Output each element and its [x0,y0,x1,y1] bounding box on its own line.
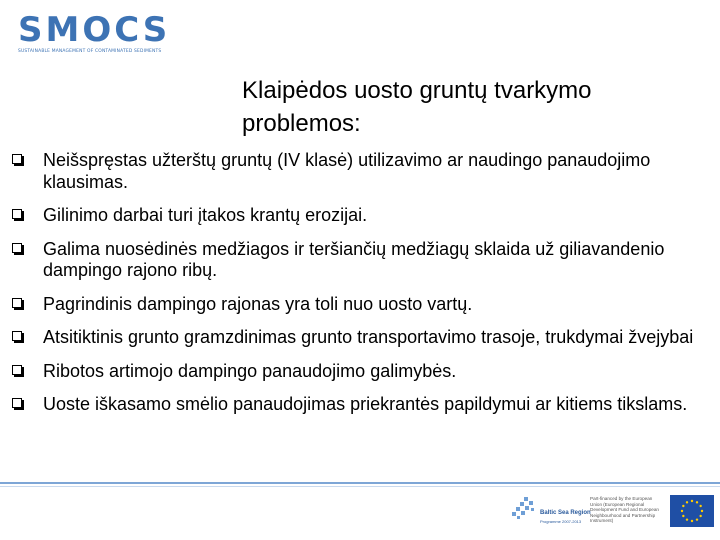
eu-star [696,518,698,520]
eu-star [696,501,698,503]
bullet-text: Uoste iškasamo smėlio panaudojimas priekrantės papildymui ar kitiems tikslams. [43,394,688,414]
bullet-item [12,394,702,416]
eu-star [681,510,683,512]
eu-star [686,518,688,520]
eu-star [699,515,701,517]
checkbox-bullet-icon [12,154,22,164]
logo-tagline: SUSTAINABLE MANAGEMENT OF CONTAMINATED SEDIMENTS [18,49,162,54]
checkbox-bullet-icon [12,243,22,253]
checkbox-bullet-icon [12,209,22,219]
slide-title [242,74,702,140]
bullet-text: Ribotos artimojo dampingo panaudojimo galimybės. [43,360,457,381]
slide-title-line-2: problemos: [242,110,361,137]
smocs-logo [18,10,171,60]
bullet-text: Galima nuosėdinės medžiagos ir teršiančių medžiagų sklaida už giliavandenio dampingo rajono ribų. [43,238,665,280]
footer-divider [0,482,720,484]
eu-star [691,500,693,502]
program-name: Baltic Sea Region [540,510,591,516]
eu-stars [670,495,714,527]
checkbox-bullet-icon [12,365,22,375]
bullet-item [12,361,702,383]
checkbox-bullet-icon [12,398,22,408]
baltic-sea-region-mark-icon [510,495,540,533]
baltic-sea-region-logo [510,495,600,533]
eu-star [682,505,684,507]
funding-statement: Part-financed by the European Union (European Regional Development Fund and European Neighbourhood and Partnership Instrument) [590,496,659,524]
program-years: Programme 2007-2013 [540,519,582,524]
slide-title-line-1: Klaipėdos uosto gruntų tvarkymo [242,77,592,104]
bullet-text: Atsitiktinis grunto gramzdinimas grunto transportavimo trasoje, trukdymai žvejybai [43,327,694,347]
eu-flag-icon [670,495,714,527]
eu-star [691,520,693,522]
bullet-text: Gilinimo darbai turi įtakos krantų erozijai. [43,205,368,225]
bullet-text: Neišspręstas užterštų gruntų (IV klasė) utilizavimo ar naudingo panaudojimo klausimas. [43,150,651,192]
logo-word: SMOCS [18,10,171,50]
eu-star [686,501,688,503]
checkbox-bullet-icon [12,298,22,308]
footer-divider-light [0,486,720,487]
bullet-text: Pagrindinis dampingo rajonas yra toli nuo uosto vartų. [43,293,473,314]
bullet-item [12,239,702,282]
eu-star [682,515,684,517]
bullet-item [12,205,702,227]
bullet-item [12,150,702,193]
checkbox-bullet-icon [12,331,22,341]
bullet-item [12,327,702,349]
eu-star [701,510,703,512]
bullet-list [12,150,702,428]
eu-star [699,505,701,507]
bullet-item [12,294,702,316]
